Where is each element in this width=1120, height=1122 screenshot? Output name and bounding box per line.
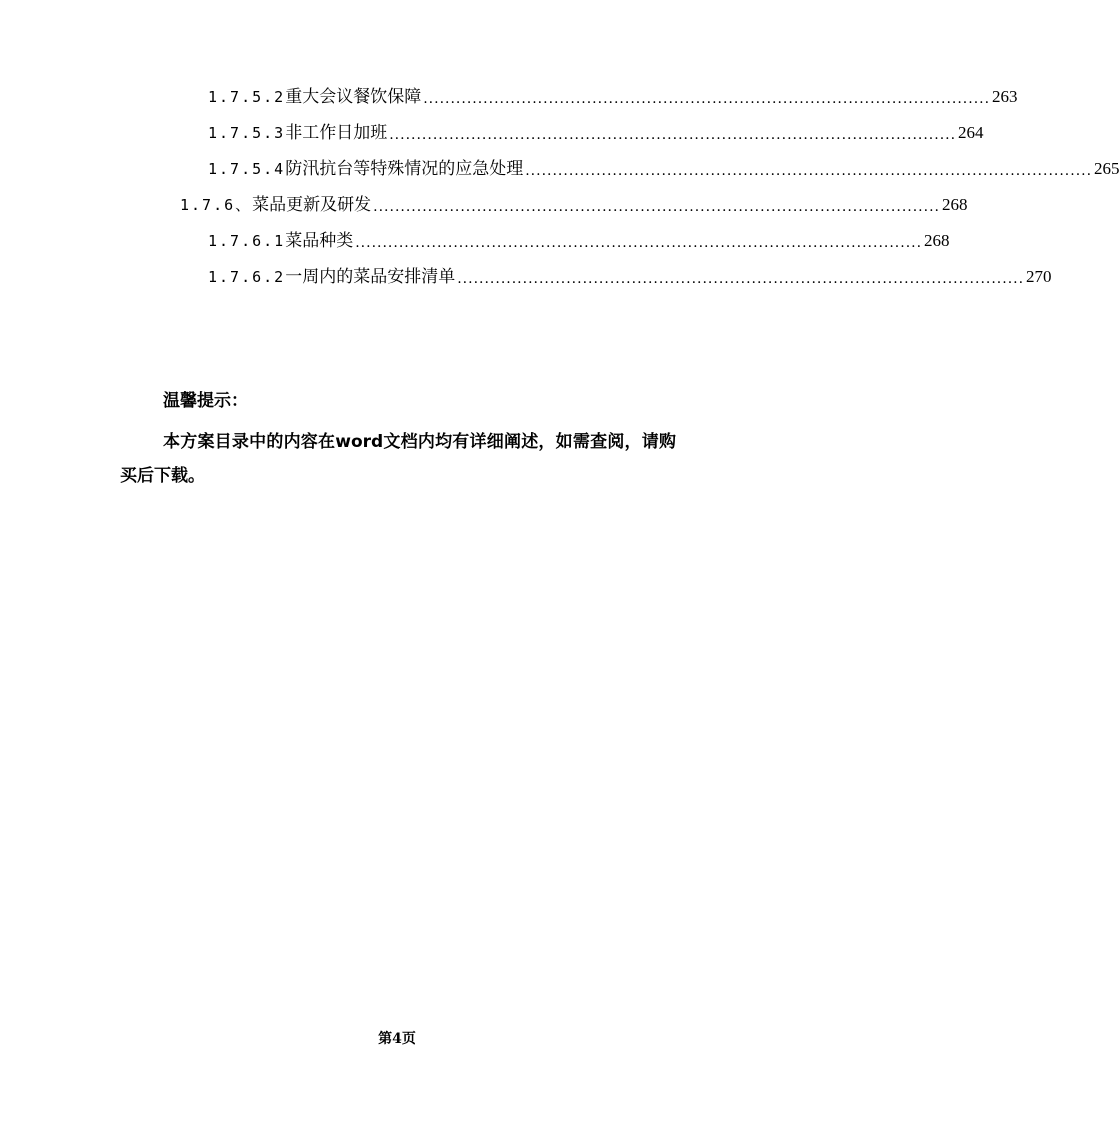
toc-entry-number: 1.7.6、 [180,196,253,214]
toc-entry[interactable] [208,228,950,254]
toc-entry-number: 1.7.5.2 [208,88,286,106]
toc-entry-page: 270 [1026,267,1052,286]
toc-entry-page: 268 [924,231,950,250]
toc-leader-dots: ........................................................................................................ [373,199,940,215]
page-number: 第4页 [378,1031,416,1047]
toc-leader-dots: ........................................................................................................ [457,271,1025,287]
toc-entry-title: 重大会议餐饮保障 [285,87,422,107]
toc-leader-dots: ........................................................................................................ [355,235,923,251]
toc-entry-page: 265 [1094,159,1120,178]
toc-entry-title: 非工作日加班 [285,123,388,143]
toc-entry[interactable] [208,120,984,146]
toc-entry-number: 1.7.6.1 [208,232,286,250]
toc-entry-page: 264 [958,123,984,142]
toc-entry[interactable] [180,192,968,218]
toc-entry-title: 防汛抗台等特殊情况的应急处理 [285,159,524,179]
toc-entry-page: 263 [992,87,1018,106]
toc-entry-page: 268 [941,195,968,214]
tip-heading: 温馨提示： [163,391,248,411]
toc-entry[interactable] [208,84,1018,110]
toc-entry-number: 1.7.5.3 [208,124,286,142]
toc-entry-title: 菜品更新及研发 [252,195,372,215]
tip-body: 本方案目录中的内容在word文档内均有详细阐述，如需查阅，请购买后下载。 [120,432,676,486]
toc-entry-title: 一周内的菜品安排清单 [285,267,456,287]
toc-entry-number: 1.7.6.2 [208,268,286,286]
toc-entry-title: 菜品种类 [285,231,354,251]
toc-entry[interactable] [208,156,1120,182]
toc-leader-dots: ........................................................................................................ [525,163,1093,179]
toc-leader-dots: ........................................................................................................ [389,127,957,143]
toc-leader-dots: ........................................................................................................ [423,91,991,107]
toc-entry[interactable] [208,264,1052,290]
toc-entry-number: 1.7.5.4 [208,160,286,178]
